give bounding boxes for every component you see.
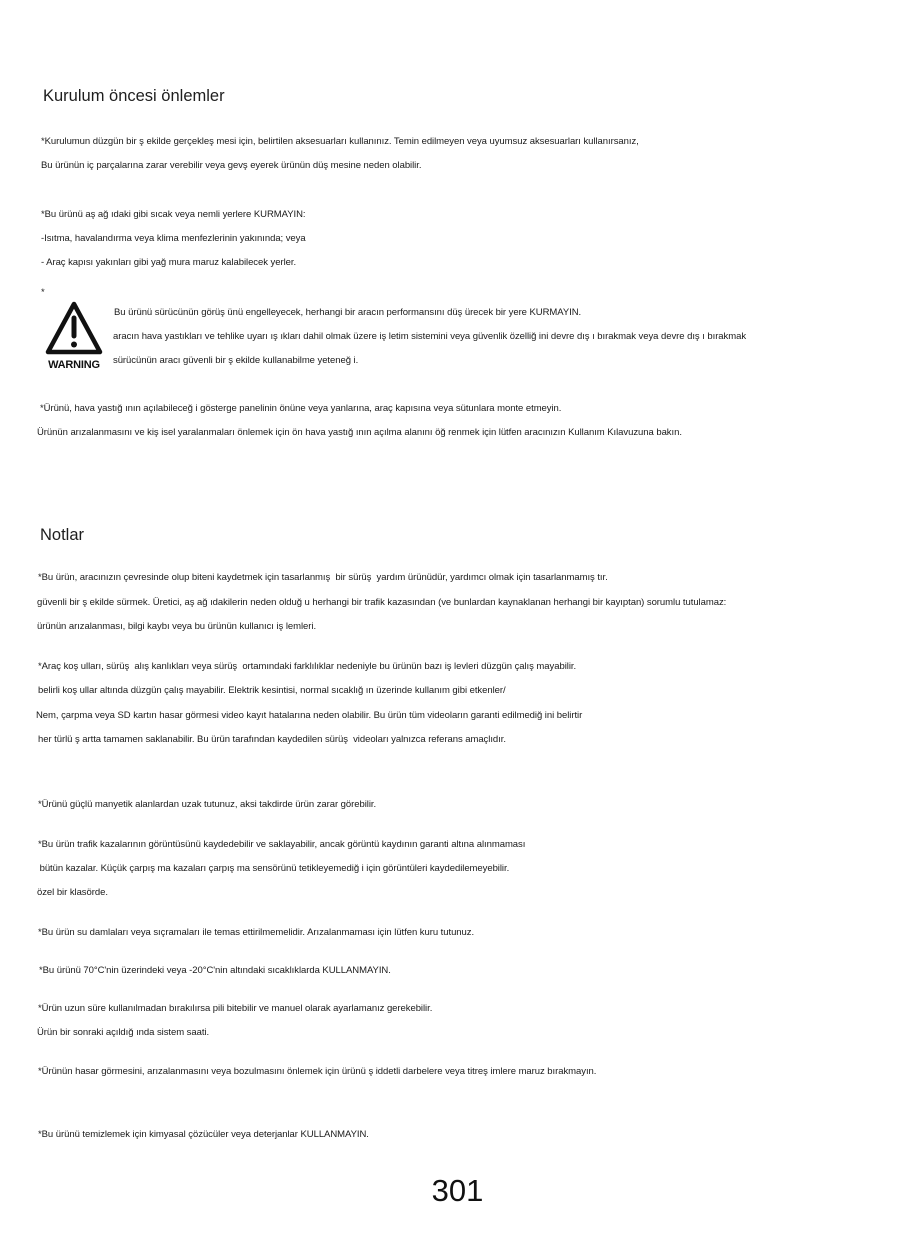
warning-text-line: Bu ürünü sürücünün görüş ünü engelleyecek, herhangi bir aracın performansını düş ürecek bir yere KURMAYIN.	[114, 307, 582, 318]
note-item-6-line: *Bu ürünü 70°C'nin üzerindeki veya -20°C'nin altındaki sıcaklıklarda KULLANMAYIN.	[39, 965, 391, 976]
note-item-4-line: özel bir klasörde.	[37, 887, 108, 898]
note-item-7-line: *Ürün uzun süre kullanılmadan bırakılırsa pili bitebilir ve manuel olarak ayarlamanız gerekebilir.	[38, 1003, 433, 1014]
precaution-para1-line: *Kurulumun düzgün bir ş ekilde gerçekleş mesi için, belirtilen aksesuarları kullanınız. Temin edilmeyen veya uyumsuz aksesuarları kullanırsanız,	[41, 136, 639, 147]
note-item-1-line: ürünün arızalanması, bilgi kaybı veya bu ürünün kullanıcı iş lemleri.	[37, 621, 317, 632]
page-number: 301	[431, 1173, 484, 1208]
precaution-para3-line: Ürünün arızalanmasını ve kiş isel yaralanmaları önlemek için ön hava yastığ ının açılma alanını öğ renmek için lütfen aracınızın Kullanım Kılavuzuna bakın.	[37, 427, 682, 438]
warning-block	[44, 299, 104, 375]
note-item-7-line: Ürün bir sonraki açıldığ ında sistem saati.	[37, 1027, 210, 1038]
note-item-3-line: *Ürünü güçlü manyetik alanlardan uzak tutunuz, aksi takdirde ürün zarar görebilir.	[38, 799, 377, 810]
warning-label: WARNING	[48, 359, 100, 371]
note-item-5-line: *Bu ürün su damlaları veya sıçramaları ile temas ettirilmemelidir. Arızalanmaması için lütfen kuru tutunuz.	[38, 927, 475, 938]
section-title-precautions: Kurulum öncesi önlemler	[43, 87, 225, 105]
note-item-8-line: *Ürünün hasar görmesini, arızalanmasını veya bozulmasını önlemek için ürünü ş iddetli darbelere veya titreş imlere maruz bırakmayın.	[38, 1066, 597, 1077]
note-item-2-line: Nem, çarpma veya SD kartın hasar görmesi video kayıt hatalarına neden olabilir. Bu ürün tüm videoların garanti edilmediğ ini belirtir	[36, 710, 583, 721]
note-item-4-line: bütün kazalar. Küçük çarpış ma kazaları çarpış ma sensörünü tetikleyemediğ i için görüntüleri kaydedilemeyebilir.	[37, 863, 510, 874]
precaution-para2-line: *Bu ürünü aş ağ ıdaki gibi sıcak veya nemli yerlere KURMAYIN:	[41, 209, 306, 220]
note-item-9-line: *Bu ürünü temizlemek için kimyasal çözücüler veya deterjanlar KULLANMAYIN.	[38, 1129, 369, 1140]
note-item-2-line: *Araç koş ulları, sürüş alış kanlıkları veya sürüş ortamındaki farklılıklar nedeniyle bu ürünün bazı iş levleri düzgün çalış mayabilir.	[38, 661, 577, 672]
note-item-1-line: *Bu ürün, aracınızın çevresinde olup biteni kaydetmek için tasarlanmış bir sürüş yardım ürünüdür, yardımcı olmak için tasarlanmamış tır.	[38, 572, 608, 583]
precaution-para3-line: *Ürünü, hava yastığ ının açılabileceğ i gösterge panelinin önüne veya yanlarına, araç kapısına veya sütunlara monte etmeyin.	[40, 403, 562, 414]
precaution-para2-line: - Araç kapısı yakınları gibi yağ mura maruz kalabilecek yerler.	[41, 257, 297, 268]
section-title-notes: Notlar	[40, 526, 85, 544]
warning-text-line: aracın hava yastıkları ve tehlike uyarı ış ıkları dahil olmak üzere iş letim sistemini veya güvenlik özelliğ ini devre dış ı bırakmak veya devre dış ı bırakmak	[113, 331, 747, 342]
precaution-para1-line: Bu ürünün iç parçalarına zarar verebilir veya gevş eyerek ürünün düş mesine neden olabilir.	[41, 160, 422, 171]
warning-text-line: sürücünün aracı güvenli bir ş ekilde kullanabilme yeteneğ i.	[113, 355, 359, 366]
note-item-1-line: güvenli bir ş ekilde sürmek. Üretici, aş ağ ıdakilerin neden olduğ u herhangi bir trafik kazasından (ve bunlardan kaynaklanan herhangi bir kayıptan) sorumlu tutulamaz:	[37, 597, 727, 608]
note-item-4-line: *Bu ürün trafik kazalarının görüntüsünü kaydedebilir ve saklayabilir, ancak görüntü kaydının garanti altına alınmaması	[38, 839, 526, 850]
warning-marker: *	[41, 287, 45, 298]
note-item-2-line: belirli koş ullar altında düzgün çalış mayabilir. Elektrik kesintisi, normal sıcaklığ ın üzerinde kullanım gibi etkenler/	[38, 685, 506, 696]
warning-triangle-icon	[44, 299, 104, 357]
note-item-2-line: her türlü ş artta tamamen saklanabilir. Bu ürün tarafından kaydedilen sürüş videoları yalnızca referans amaçlıdır.	[38, 734, 506, 745]
precaution-para2-line: -Isıtma, havalandırma veya klima menfezlerinin yakınında; veya	[41, 233, 306, 244]
